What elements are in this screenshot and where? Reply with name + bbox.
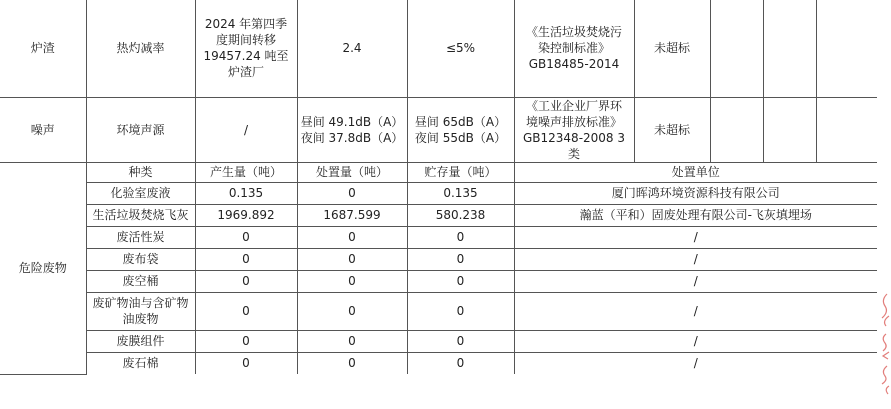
period-line: 炉渣厂: [227, 65, 264, 80]
unit-cell: 厦门晖鸿环境资源科技有限公司: [514, 182, 877, 204]
value-cell: 2.4: [297, 0, 407, 97]
empty-cell: [763, 97, 816, 162]
header-kind: 种类: [86, 162, 195, 182]
header-disposed: 处置量（吨）: [297, 162, 407, 182]
kind-cell: 生活垃圾焚烧飞灰: [86, 204, 195, 226]
header-unit: 处置单位: [514, 162, 877, 182]
limit-cell: [407, 97, 514, 162]
kind-cell: 废膜组件: [86, 330, 195, 352]
stored-cell: 0: [407, 352, 514, 374]
kind-cell: [86, 292, 195, 330]
period-cell: [195, 0, 297, 97]
period-line: 度期间转移: [215, 33, 276, 48]
disposed-cell: 0: [297, 182, 407, 204]
disposed-cell: 0: [297, 352, 407, 374]
standard-line: GB12348-2008 3 类: [522, 130, 626, 161]
hazard-category-cell: 危险废物: [0, 162, 86, 374]
standard-cell: [514, 97, 634, 162]
table-row: [0, 352, 877, 374]
empty-cell: [763, 0, 816, 97]
produced-cell: 0: [195, 330, 297, 352]
kind-cell: 废石棉: [86, 352, 195, 374]
table-row: [0, 330, 877, 352]
stored-cell: 580.238: [407, 204, 514, 226]
standard-line: 《生活垃圾焚烧污: [525, 25, 622, 40]
produced-cell: 1969.892: [195, 204, 297, 226]
stored-cell: 0: [407, 292, 514, 330]
unit-cell: /: [514, 270, 877, 292]
result-cell: 未超标: [634, 97, 710, 162]
standard-line: 《工业企业厂界环: [525, 98, 622, 113]
period-line: 19457.24 吨至: [203, 49, 289, 64]
period-cell: /: [195, 97, 297, 162]
item-cell: 热灼减率: [86, 0, 195, 97]
standard-cell: [514, 0, 634, 97]
standard-line: 境噪声排放标准》: [525, 114, 622, 129]
table-row: [0, 182, 877, 204]
table-row: [0, 97, 877, 162]
table-row: [0, 248, 877, 270]
stored-cell: 0: [407, 226, 514, 248]
unit-cell: /: [514, 292, 877, 330]
stored-cell: 0: [407, 330, 514, 352]
unit-cell: /: [514, 352, 877, 374]
kind-cell: 废空桶: [86, 270, 195, 292]
disposed-cell: 0: [297, 226, 407, 248]
limit-cell: ≤5%: [407, 0, 514, 97]
produced-cell: 0: [195, 352, 297, 374]
unit-cell: 瀚蓝（平和）固废处理有限公司-飞灰填埋场: [514, 204, 877, 226]
table-row: [0, 0, 877, 97]
standard-line: GB18485-2014: [528, 57, 620, 72]
stored-cell: 0.135: [407, 182, 514, 204]
standard-line: 染控制标准》: [537, 41, 610, 56]
kind-line: 废矿物油与含矿物: [92, 296, 189, 310]
produced-cell: 0: [195, 270, 297, 292]
disposed-cell: 0: [297, 330, 407, 352]
value-line: 夜间 37.8dB（A）: [300, 130, 404, 145]
table-row: [0, 270, 877, 292]
disposed-cell: 1687.599: [297, 204, 407, 226]
value-cell: [297, 97, 407, 162]
unit-cell: /: [514, 248, 877, 270]
table-row: [0, 204, 877, 226]
produced-cell: 0: [195, 292, 297, 330]
disposed-cell: 0: [297, 270, 407, 292]
category-cell: 噪声: [0, 97, 86, 162]
empty-cell: [816, 0, 877, 97]
produced-cell: 0: [195, 248, 297, 270]
kind-cell: 废布袋: [86, 248, 195, 270]
kind-line: 油废物: [122, 312, 159, 326]
produced-cell: 0: [195, 226, 297, 248]
kind-cell: 化验室废液: [86, 182, 195, 204]
header-stored: 贮存量（吨）: [407, 162, 514, 182]
disposed-cell: 0: [297, 292, 407, 330]
unit-cell: /: [514, 330, 877, 352]
period-line: 2024 年第四季: [204, 17, 288, 32]
table-row: [0, 226, 877, 248]
produced-cell: 0.135: [195, 182, 297, 204]
hazard-header-row: [0, 162, 877, 182]
category-cell: 炉渣: [0, 0, 86, 97]
seal-stamp-fragment: [877, 290, 891, 400]
limit-line: 昼间 65dB（A）: [414, 114, 507, 129]
empty-cell: [710, 97, 763, 162]
result-cell: 未超标: [634, 0, 710, 97]
table-row: [0, 292, 877, 330]
unit-cell: /: [514, 226, 877, 248]
item-cell: 环境声源: [86, 97, 195, 162]
empty-cell: [710, 0, 763, 97]
disposed-cell: 0: [297, 248, 407, 270]
value-line: 昼间 49.1dB（A）: [300, 114, 404, 129]
empty-cell: [816, 97, 877, 162]
kind-cell: 废活性炭: [86, 226, 195, 248]
limit-line: 夜间 55dB（A）: [414, 130, 507, 145]
stored-cell: 0: [407, 248, 514, 270]
stored-cell: 0: [407, 270, 514, 292]
header-produced: 产生量（吨）: [195, 162, 297, 182]
